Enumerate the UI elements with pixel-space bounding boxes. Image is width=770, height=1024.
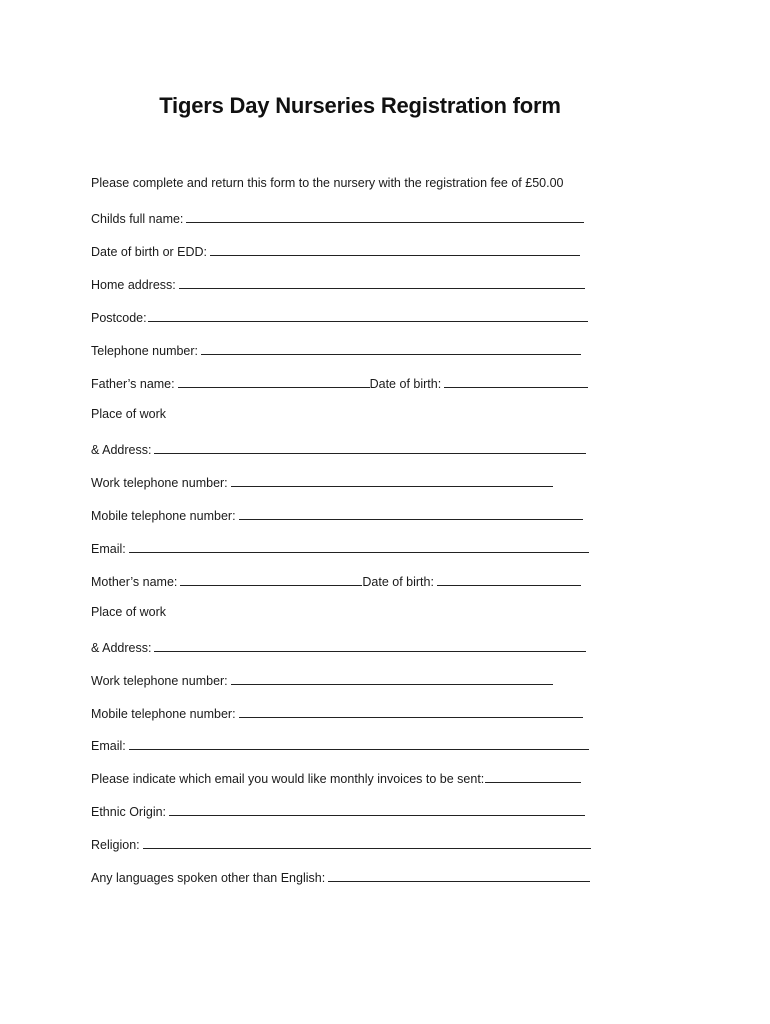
home-address-label: Home address: <box>91 278 176 292</box>
invoice-email-field[interactable] <box>485 769 581 783</box>
invoice-email-row <box>91 769 581 787</box>
father-email-row <box>91 539 589 557</box>
father-email-label: Email: <box>91 542 126 556</box>
religion-row <box>91 835 591 853</box>
child-name-row <box>91 209 584 227</box>
father-work-tel-field[interactable] <box>231 473 553 487</box>
father-place-of-work-label: Place of work <box>91 407 167 421</box>
mother-name-field[interactable] <box>180 572 362 586</box>
mother-dob-label: Date of birth: <box>362 575 434 589</box>
father-name-row <box>91 374 588 392</box>
mother-address-field[interactable] <box>154 638 586 652</box>
father-address-label: & Address: <box>91 443 152 457</box>
form-title: Tigers Day Nurseries Registration form <box>159 93 561 118</box>
invoice-email-label: Please indicate which email you would like monthly invoices to be sent: <box>91 772 485 786</box>
father-dob-field[interactable] <box>444 374 588 388</box>
mother-work-tel-field[interactable] <box>231 671 553 685</box>
father-dob-label: Date of birth: <box>369 377 442 391</box>
mother-mobile-row <box>91 704 583 722</box>
father-address-field[interactable] <box>154 440 586 454</box>
mother-address-label: & Address: <box>91 641 152 655</box>
religion-field[interactable] <box>143 835 591 849</box>
father-place-of-work-row <box>91 407 166 425</box>
father-mobile-row <box>91 506 583 524</box>
dob-label: Date of birth or EDD: <box>91 245 208 259</box>
mother-mobile-field[interactable] <box>239 704 583 718</box>
telephone-row <box>91 341 581 359</box>
father-work-tel-row <box>91 473 553 491</box>
mother-place-of-work-label: Place of work <box>91 605 167 619</box>
mother-name-row <box>91 572 581 590</box>
child-name-field[interactable] <box>186 209 584 223</box>
mother-dob-field[interactable] <box>437 572 581 586</box>
mother-email-field[interactable] <box>129 736 589 750</box>
telephone-label: Telephone number: <box>91 344 199 358</box>
father-name-field[interactable] <box>178 374 370 388</box>
father-name-label: Father’s name: <box>91 377 175 391</box>
mother-mobile-label: Mobile telephone number: <box>91 707 236 721</box>
mother-work-tel-row <box>91 671 553 689</box>
father-email-field[interactable] <box>129 539 589 553</box>
telephone-field[interactable] <box>201 341 581 355</box>
dob-field[interactable] <box>210 242 580 256</box>
mother-work-tel-label: Work telephone number: <box>91 674 228 688</box>
languages-label: Any languages spoken other than English: <box>91 871 326 885</box>
religion-label: Religion: <box>91 838 140 852</box>
father-mobile-label: Mobile telephone number: <box>91 509 236 523</box>
mother-email-label: Email: <box>91 739 126 753</box>
postcode-field[interactable] <box>148 308 588 322</box>
mother-name-label: Mother’s name: <box>91 575 178 589</box>
father-address-row <box>91 440 586 458</box>
ethnic-origin-label: Ethnic Origin: <box>91 805 167 819</box>
child-name-label: Childs full name: <box>91 212 184 226</box>
postcode-row <box>91 308 588 326</box>
languages-field[interactable] <box>328 868 590 882</box>
mother-email-row <box>91 736 589 754</box>
home-address-field[interactable] <box>179 275 585 289</box>
dob-row <box>91 242 580 260</box>
form-intro: Please complete and return this form to the nursery with the registration fee of £50.00 <box>91 176 564 190</box>
postcode-label: Postcode: <box>91 311 147 325</box>
father-work-tel-label: Work telephone number: <box>91 476 228 490</box>
mother-place-of-work-row <box>91 605 166 623</box>
languages-row <box>91 868 590 886</box>
home-address-row <box>91 275 585 293</box>
father-mobile-field[interactable] <box>239 506 583 520</box>
ethnic-origin-field[interactable] <box>169 802 585 816</box>
mother-address-row <box>91 638 586 656</box>
ethnic-origin-row <box>91 802 585 820</box>
